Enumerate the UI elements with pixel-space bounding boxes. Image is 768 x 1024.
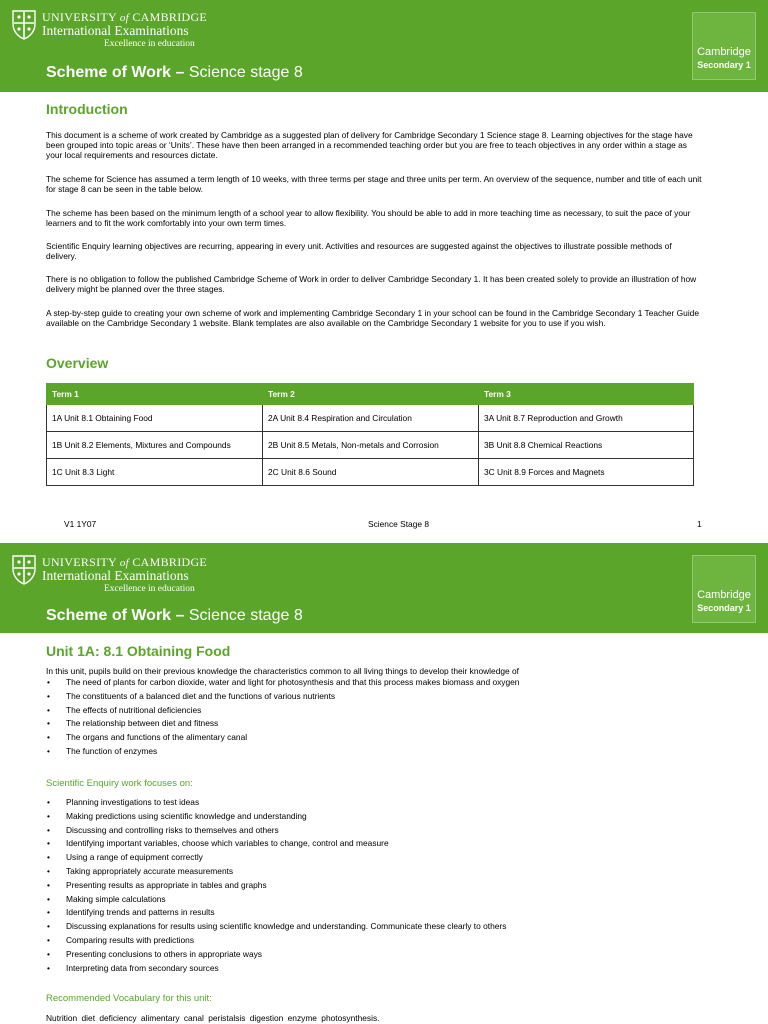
list-item: • The organs and functions of the alimentary canal <box>46 731 519 745</box>
badge-secondary: Secondary 1 <box>697 603 751 613</box>
list-item: • The effects of nutritional deficiencies <box>46 704 519 718</box>
cambridge-secondary-badge <box>692 555 756 623</box>
list-item: • Using a range of equipment correctly <box>46 851 506 865</box>
introduction-heading: Introduction <box>46 101 128 117</box>
table-cell: 2B Unit 8.5 Metals, Non-metals and Corrosion <box>263 432 479 459</box>
list-item: • Taking appropriately accurate measurements <box>46 865 506 879</box>
intro-paragraph-6: A step-by-step guide to creating your own scheme of work and implementing Cambridge Secondary 1 in your school can be found in the Cambridge Secondary 1 Teacher Guide available on the Cambridge Secondary 1 website. Blank templates are also available on the Cambridge Secondary 1 website for you to use if you wish. <box>46 308 699 328</box>
unit-intro: In this unit, pupils build on their previous knowledge the characteristics common to all living things to develop their knowledge of <box>46 666 519 676</box>
list-item: • The constituents of a balanced diet and the functions of various nutrients <box>46 690 519 704</box>
table-cell: 2A Unit 8.4 Respiration and Circulation <box>263 405 479 432</box>
overview-heading: Overview <box>46 355 109 371</box>
footer-version: V1 1Y07 <box>64 519 97 529</box>
list-item: • Interpreting data from secondary sources <box>46 962 506 976</box>
intro-paragraph-4: Scientific Enquiry learning objectives are recurring, appearing in every unit. Activities and resources are suggested against the objectives to illustrate possible methods of delivery. <box>46 241 672 261</box>
list-item: • Making predictions using scientific knowledge and understanding <box>46 810 506 824</box>
intro-paragraph-3: The scheme has been based on the minimum length of a school year to allow flexibility. You should be able to add in more teaching time as necessary, to suit the pace of your learners and to fit the work comfortably into your own term times. <box>46 208 691 228</box>
unit-heading: Unit 1A: 8.1 Obtaining Food <box>46 643 231 659</box>
logo-tagline: Excellence in education <box>104 584 195 594</box>
list-item: • Comparing results with predictions <box>46 934 506 948</box>
table-cell: 2C Unit 8.6 Sound <box>263 459 479 486</box>
list-item: • Identifying important variables, choose which variables to change, control and measure <box>46 837 506 851</box>
cambridge-logo <box>12 555 212 599</box>
footer-page-number: 1 <box>697 519 702 529</box>
logo-international-examinations: International Examinations <box>42 568 189 583</box>
list-item: • Presenting results as appropriate in tables and graphs <box>46 879 506 893</box>
list-item: • Discussing explanations for results using scientific knowledge and understanding. Communicate these clearly to others <box>46 920 506 934</box>
vocabulary-heading: Recommended Vocabulary for this unit: <box>46 993 212 1004</box>
crest-icon <box>12 555 36 585</box>
list-item: • The relationship between diet and fitness <box>46 717 519 731</box>
page-title: Scheme of Work – Science stage 8 <box>46 64 303 81</box>
badge-cambridge: Cambridge <box>697 46 751 58</box>
table-cell: 1C Unit 8.3 Light <box>47 459 263 486</box>
topic-list <box>46 676 519 759</box>
logo-university: UNIVERSITY of CAMBRIDGE <box>42 555 208 569</box>
enquiry-heading: Scientific Enquiry work focuses on: <box>46 778 193 789</box>
cambridge-secondary-badge <box>692 12 756 80</box>
list-item: • Presenting conclusions to others in appropriate ways <box>46 948 506 962</box>
intro-paragraph-1: This document is a scheme of work created by Cambridge as a suggested plan of delivery for Cambridge Secondary 1 Science stage 8. Learning objectives for the stage have been grouped into topic areas or ‘Units’. These have then been arranged in a recommended teaching order but you are free to teach objectives in any order within a stage as your local requirements and resources dictate. <box>46 130 693 160</box>
table-cell: 1B Unit 8.2 Elements, Mixtures and Compounds <box>47 432 263 459</box>
table-header-term3: Term 3 <box>479 384 694 405</box>
logo-university: UNIVERSITY of CAMBRIDGE <box>42 10 208 24</box>
list-item: • Planning investigations to test ideas <box>46 796 506 810</box>
list-item: • The function of enzymes <box>46 745 519 759</box>
badge-cambridge: Cambridge <box>697 589 751 601</box>
table-header-row <box>47 384 694 405</box>
table-cell: 3B Unit 8.8 Chemical Reactions <box>479 432 694 459</box>
logo-tagline: Excellence in education <box>104 39 195 49</box>
list-item: • Identifying trends and patterns in results <box>46 906 506 920</box>
enquiry-list <box>46 796 506 975</box>
list-item: • Discussing and controlling risks to themselves and others <box>46 824 506 838</box>
intro-paragraph-5: There is no obligation to follow the published Cambridge Scheme of Work in order to deliver Cambridge Secondary 1. It has been created solely to provide an illustration of how delivery might be planned over the three stages. <box>46 274 697 294</box>
table-cell: 3C Unit 8.9 Forces and Magnets <box>479 459 694 486</box>
overview-table <box>46 383 694 486</box>
table-row <box>47 432 694 459</box>
table-row <box>47 405 694 432</box>
page1-header-band <box>0 0 768 92</box>
intro-paragraph-2: The scheme for Science has assumed a term length of 10 weeks, with three terms per stage and three units per term. An overview of the sequence, number and title of each unit for stage 8 can be seen in the table below. <box>46 174 702 194</box>
crest-icon <box>12 10 36 40</box>
table-header-term1: Term 1 <box>47 384 263 405</box>
page-title: Scheme of Work – Science stage 8 <box>46 607 303 624</box>
cambridge-logo <box>12 10 212 54</box>
footer-title: Science Stage 8 <box>368 519 429 529</box>
table-cell: 1A Unit 8.1 Obtaining Food <box>47 405 263 432</box>
table-header-term2: Term 2 <box>263 384 479 405</box>
list-item: • The need of plants for carbon dioxide, water and light for photosynthesis and that this process makes biomass and oxygen <box>46 676 519 690</box>
list-item: • Making simple calculations <box>46 893 506 907</box>
logo-international-examinations: International Examinations <box>42 23 189 38</box>
table-row <box>47 459 694 486</box>
vocabulary-list: Nutrition diet deficiency alimentary canal peristalsis digestion enzyme photosynthesis. <box>46 1013 380 1023</box>
table-cell: 3A Unit 8.7 Reproduction and Growth <box>479 405 694 432</box>
badge-secondary: Secondary 1 <box>697 60 751 70</box>
page2-header-band <box>0 543 768 633</box>
